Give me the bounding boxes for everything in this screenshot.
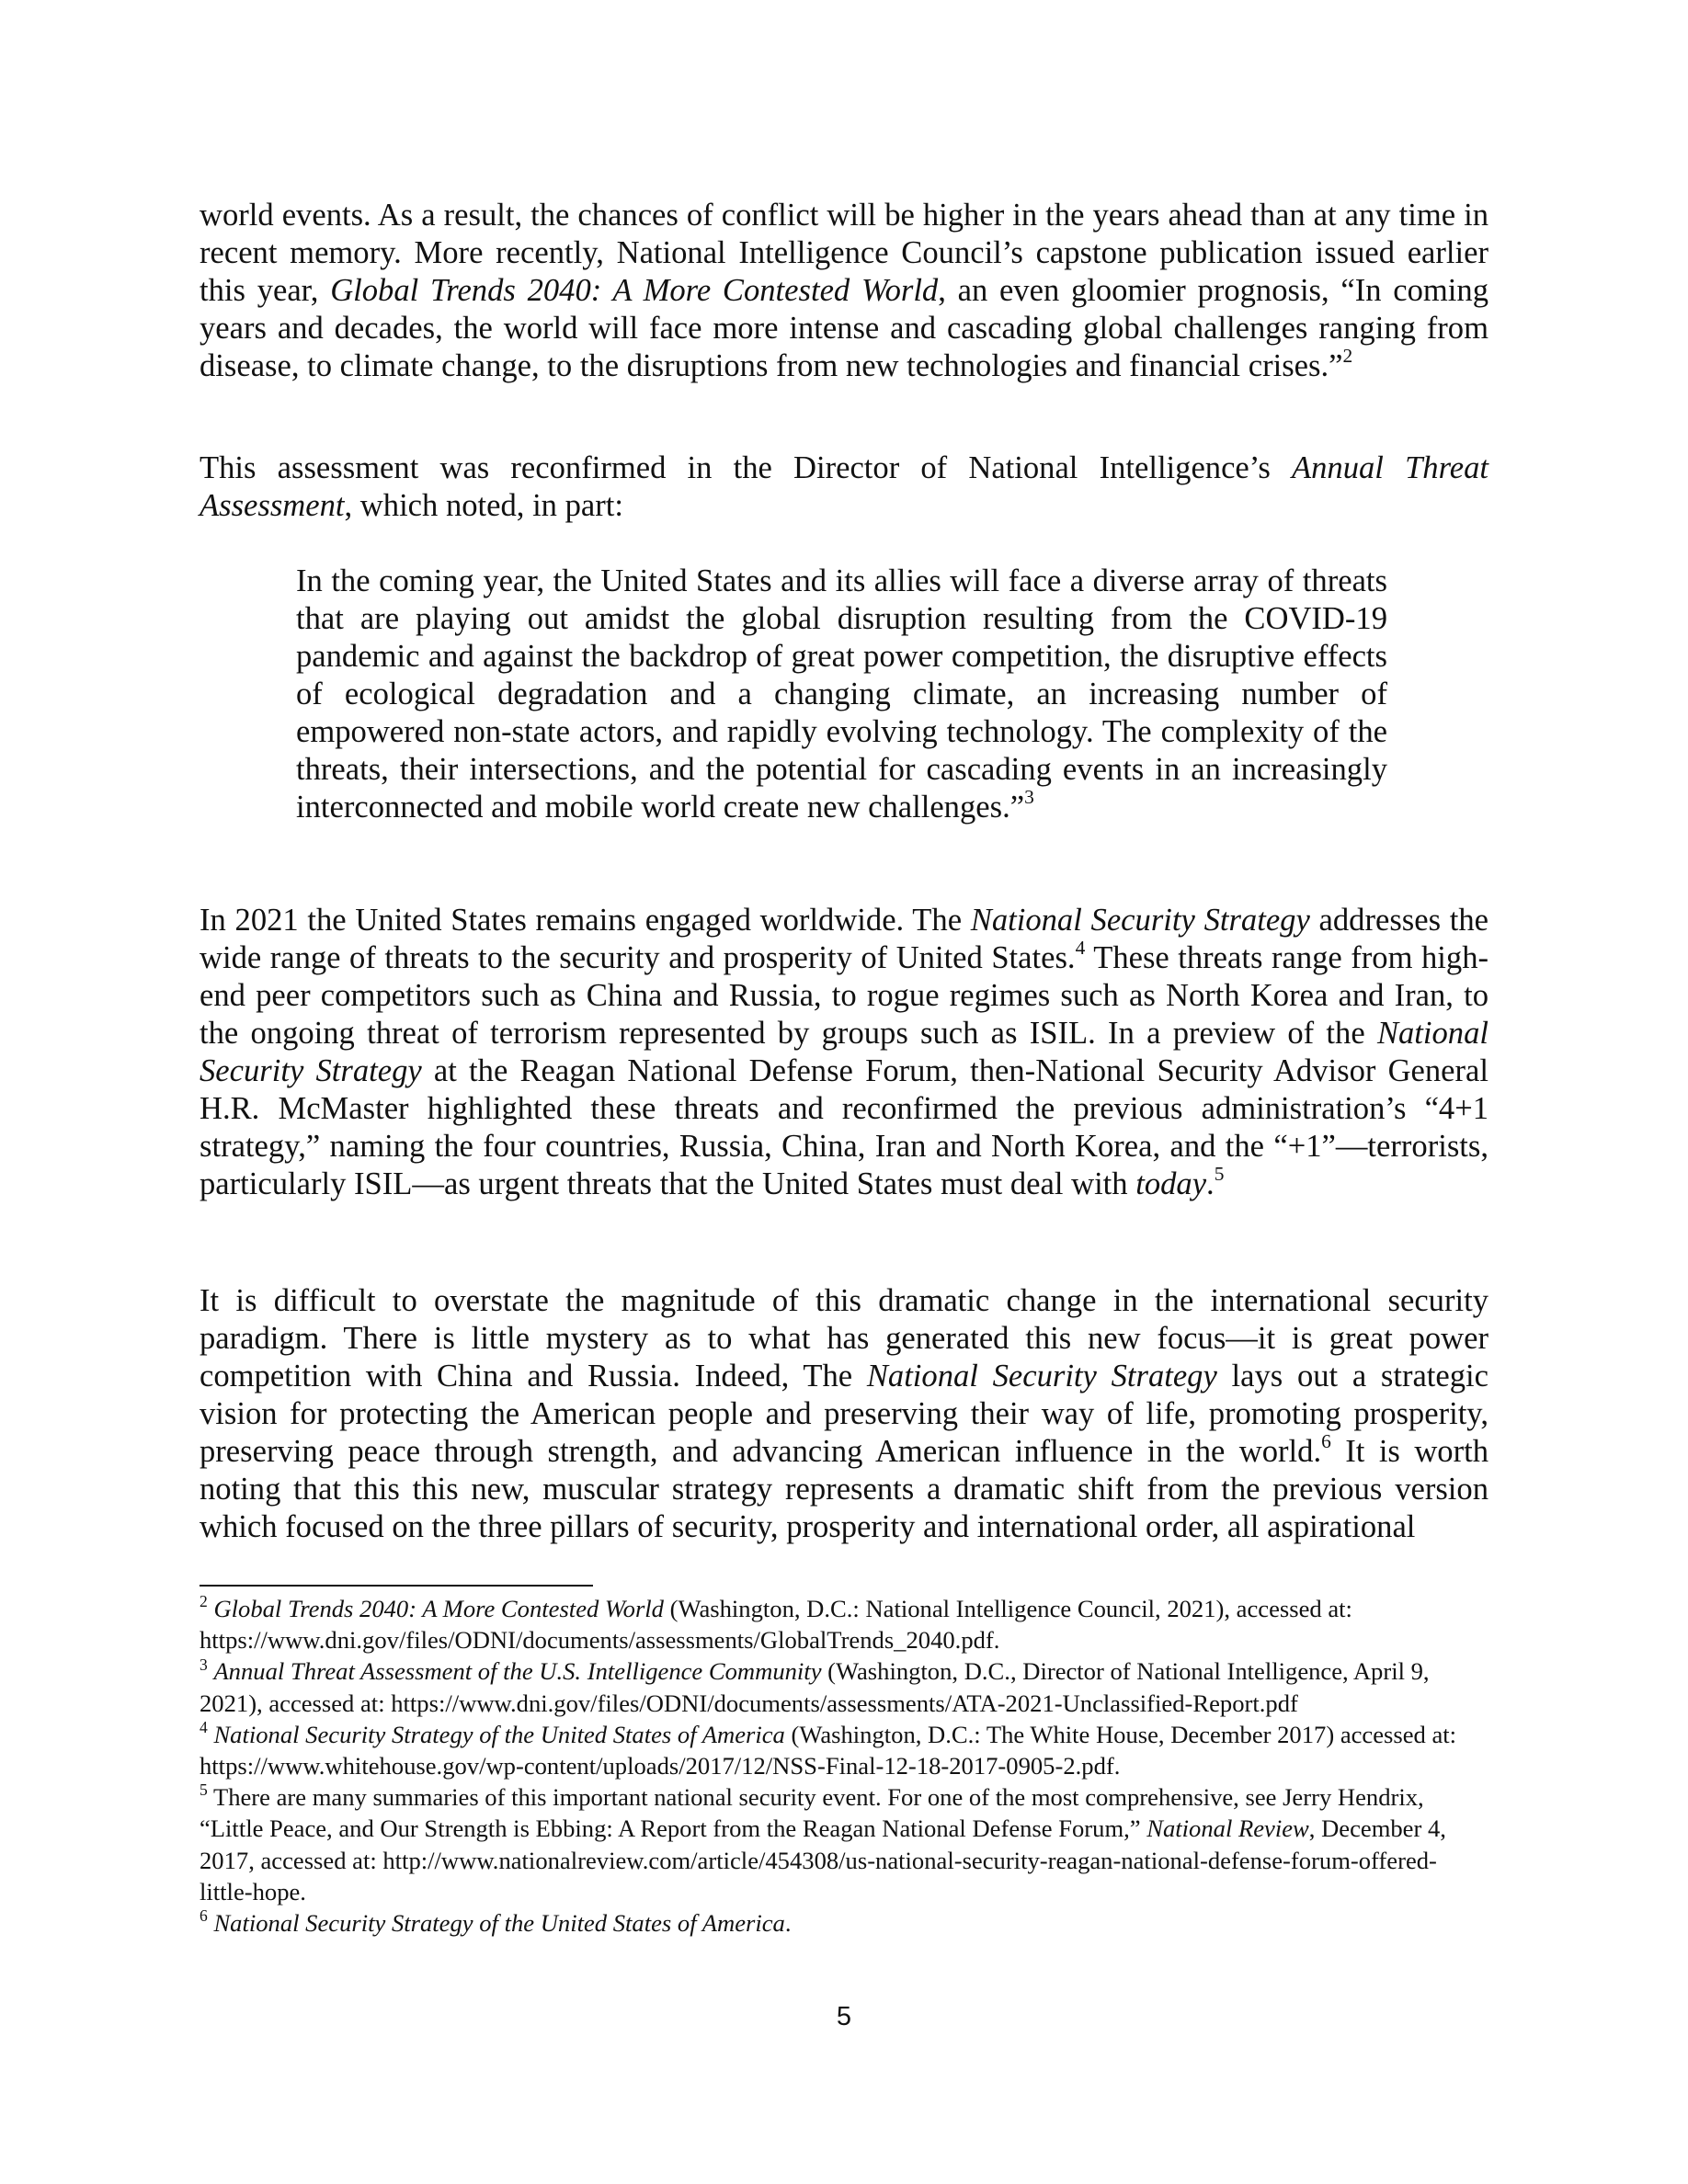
footnote-number: 2 [200,1592,208,1611]
paragraph-text: world events. As a result, the chances of conflict will be higher in the years ahead than at any time in recent memory. More recently, National Intelligence Council’s capstone publication issued earlier this year, [200,198,1488,308]
footnote-reference: 4 [1075,937,1086,960]
footnote-4 [200,1719,1488,1781]
italic-title: Annual Threat Assessment [200,450,1489,523]
footnote-number: 4 [200,1718,208,1737]
footnote-number: 6 [200,1906,208,1926]
paragraph-text: , an even gloomier prognosis, “In coming years and decades, the world will face more intense and cascading global challenges ranging from disease, to climate change, to the disruptions from new technologies and financial crises.” [200,273,1488,383]
footnote-text: , December 4, 2017, accessed at: http://www.nationalreview.com/article/454308/us-national-security-reagan-national-defense-forum-offered-little-hope. [200,1814,1446,1905]
paragraph-text: lays out a strategic vision for protecting the American people and preserving their way of life, promoting prosperity, preserving peace through strength, and advancing American influence in the world. [200,1359,1489,1469]
footnote-6 [200,1907,1488,1939]
footnote-2 [200,1593,1488,1655]
footnote-number: 5 [200,1780,208,1800]
footnote-reference: 2 [1342,345,1353,368]
italic-title: Global Trends 2040: A More Contested World [213,1595,664,1622]
footnote-number: 3 [200,1655,208,1674]
footnote-3 [200,1655,1488,1718]
paragraph-text: This assessment was reconfirmed in the Director of National Intelligence’s [200,450,1293,485]
paragraph-text: It is worth noting that this this new, muscular strategy represents a dramatic shift from the previous version which focused on the three pillars of security, prosperity and international order, all aspirational [200,1434,1488,1544]
paragraph-text: addresses the wide range of threats to the security and prosperity of United States. [200,903,1489,975]
italic-title: National Review [1146,1814,1309,1843]
footnote-reference: 5 [1214,1163,1225,1186]
footnotes [200,1593,1488,1939]
italic-title: National Security Strategy of the United States of America [213,1909,785,1938]
footnote-reference: 3 [1024,786,1034,809]
italic-emphasis: today [1135,1166,1207,1201]
body-paragraph-2 [200,449,1488,525]
footnote-text: (Washington, D.C., Director of National Intelligence, April 9, 2021), accessed at: https://www.dni.gov/files/ODNI/documents/assessments/ATA-2021-Unclassified-Report.pdf [200,1657,1430,1717]
footnote-text: (Washington, D.C.: National Intelligence Council, 2021), accessed at: https://www.dni.gov/files/ODNI/documents/assessments/GlobalTrends_2040.pdf. [200,1595,1352,1655]
footnote-text: . [784,1909,792,1938]
block-quote [296,563,1387,826]
italic-title: National Security Strategy [866,1359,1217,1393]
italic-title: National Security Strategy of the United States of America [213,1720,785,1748]
quote-text: In the coming year, the United States and its allies will face a diverse array of threats that are playing out amidst the global disruption resulting from the COVID-19 pandemic and against the backdrop of great power competition, the disruptive effects of ecological degradation and a changing climate, an increasing number of empowered non-state actors, and rapidly evolving technology. The complexity of the threats, their intersections, and the potential for cascading events in an increasingly interconnected and mobile world create new challenges.” [296,563,1387,825]
italic-title: National Security Strategy [200,1016,1488,1088]
paragraph-text: . [1206,1166,1215,1201]
paragraph-text: , which noted, in part: [344,488,623,523]
italic-title: National Security Strategy [970,903,1310,938]
paragraph-text: It is difficult to overstate the magnitude of this dramatic change in the international security paradigm. There is little mystery as to what has generated this new focus—it is great power competition with China and Russia. Indeed, The [200,1283,1488,1393]
footnote-text: (Washington, D.C.: The White House, December 2017) accessed at: https://www.whitehouse.gov/wp-content/uploads/2017/12/NSS-Final-12-18-2017-0905-2.pdf. [200,1720,1457,1780]
paragraph-text: at the Reagan National Defense Forum, then-National Security Advisor General H.R. McMaster highlighted these threats and reconfirmed the previous administration’s “4+1 strategy,” naming the four countries, Russia, China, Iran and North Korea, and the “+1”—terrorists, particularly ISIL—as urgent threats that the United States must deal with [200,1053,1488,1201]
footnote-separator [200,1585,593,1587]
body-paragraph-3 [200,902,1488,1203]
footnote-reference: 6 [1321,1430,1331,1453]
paragraph-text: These threats range from high-end peer competitors such as China and Russia, to rogue regimes such as North Korea and Iran, to the ongoing threat of terrorism represented by groups such as ISIL. In a preview of the [200,940,1488,1051]
page-number: 5 [836,2002,852,2031]
footnote-text: There are many summaries of this important national security event. For one of the most comprehensive, see Jerry Hendrix, “Little Peace, and Our Strength is Ebbing: A Report from the Reagan National Defense Forum,” [200,1783,1424,1843]
body-paragraph-1 [200,197,1488,385]
paragraph-text: In 2021 the United States remains engaged worldwide. The [200,903,971,938]
footnote-5 [200,1781,1488,1907]
italic-title: Annual Threat Assessment of the U.S. Intelligence Community [213,1657,822,1686]
body-paragraph-4 [200,1282,1488,1546]
italic-title: Global Trends 2040: A More Contested World [330,273,939,308]
